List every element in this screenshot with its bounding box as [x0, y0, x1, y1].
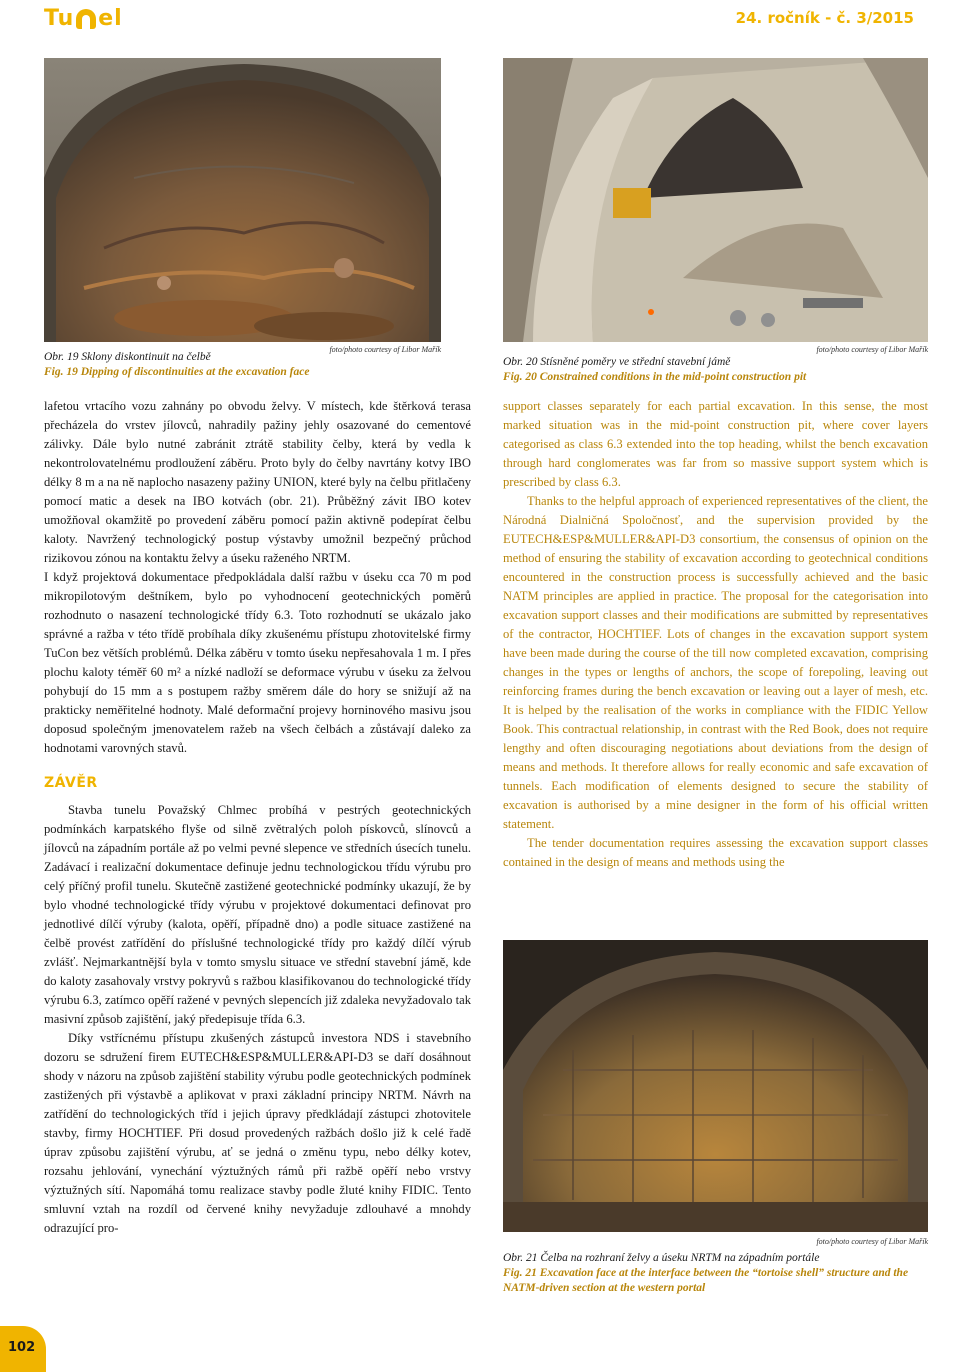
logo-n-icon	[76, 9, 96, 29]
figure-19-credit: foto/photo courtesy of Libor Mařík	[329, 345, 441, 354]
figure-21-caption	[503, 1251, 928, 1296]
right-paragraph-3: The tender documentation requires assessing the excavation support classes contained in the design of means and methods using the	[503, 836, 928, 869]
figure-20-caption	[503, 355, 928, 385]
page-header	[0, 0, 960, 36]
figure-20-caption-cz: Obr. 20 Stísněné poměry ve střední stavební jámě	[503, 356, 731, 368]
figure-21-caption-cz: Obr. 21 Čelba na rozhraní želvy a úseku NRTM na západním portále	[503, 1252, 820, 1264]
left-paragraph-1: lafetou vrtacího vozu zahnány po obvodu želvy. V místech, kde štěrková terasa přecházela do vrstev jílovců, nahradily pažiny jehly osazované do cementové zálivky. Dále bylo nutné zabránit ztrátě stability čelby, která by vedla k nekontrolovatelnému prodloužení záběru. Proto byly do čelby navrtány kotvy IBO délky 8 m a na ně naplocho nasazeny pažiny UNION, které byly na čelbu přitlačeny pomocí matic a desek na IBO kotvách (obr. 21). Průběžný závit IBO kotev umožňoval okamžitě po provedení záběru pomocí pažin aktivně podepírat čelbu kaloty. Navržený technologický postup výstavby umožnil bezpečný průchod rizikovou zónou na kontaktu želvy a úseku raženého NRTM.	[44, 399, 471, 565]
issue-number: 24. ročník - č. 3/2015	[735, 9, 914, 27]
right-paragraph-1: support classes separately for each partial excavation. In this sense, the most marked situation was in the mid-point construction pit, where cover layers categorised as class 6.3 extended into the top heading, whilst the bench excavation through hard conglomerates was far from so massive support system which is prescribed by class 6.3.	[503, 399, 928, 489]
figure-19-caption	[44, 350, 344, 380]
right-paragraph-2: Thanks to the helpful approach of experienced representatives of the client, the Národná Dialničná Spoločnosť, and the supervision provided by the EUTECH&ESP&MULLER&API-D3 consortium, the consensus of opinion on the method of ensuring the stability of excavation according to geotechnical conditions encountered in the construction process is successfully achieved and the basic NATM principles are applied in practice. The proposal for the categorisation into excavation support classes and their modifications are submitted by representatives of the contractor, HOCHTIEF. Lots of changes in the excavation support system have been made during the course of the till now completed excavation, comprising changes in the types or lengths of anchors, the scope of forepoling, leaving out reinforcing frames during the bench excavation or leaving out a layer of mesh, etc. It is helped by the realisation of the works in compliance with the FIDIC Yellow Book. This contractual relationship, in contrast with the Red Book, does not require lengthy and often discouraging negotiations about deviations from the design of means and methods. It therefore allows for really economic and safe excavation of tunnels. Each modification of elements designed to secure the stability of excavation is authorised by a mine designer in the form of his official written statement.	[503, 494, 928, 831]
figure-19-caption-cz: Obr. 19 Sklony diskontinuit na čelbě	[44, 351, 211, 363]
figure-20-caption-en: Fig. 20 Constrained conditions in the mid-point construction pit	[503, 371, 807, 383]
figure-21-caption-en: Fig. 21 Excavation face at the interface between the “tortoise shell” structure and the NATM-driven section at the western portal	[503, 1267, 909, 1294]
logo-text-el: el	[98, 6, 123, 31]
figure-20-photo	[503, 58, 928, 342]
figure-20-credit: foto/photo courtesy of Libor Mařík	[816, 345, 928, 354]
left-paragraph-4: Díky vstřícnému přístupu zkušených zástupců investora NDS i stavebního dozoru se sdružení firem EUTECH&ESP&MULLER&API-D3 se daří dosáhnout shody v názoru na způsob zajištění stability výrubu podle geotechnických podmínek zastižených při výstavbě a aplikovat v praxi základní principy NRTM. Návrh na zatřídění do technologických tříd i jejich úpravy předkládají zástupci zhotovitele stavby, firmy HOCHTIEF. Při dosud provedených ražbách došlo již k celé řadě úprav způsobu zajištění výrubu, ať se jedná o změnu typu, nebo délky kotev, rozsahu jehlování, vynechání výztužných rámů při ražbě opěří nebo vrstvy výztužných sítí. Napomáhá tomu realizace stavby podle žluté knihy FIDIC. Tento smluvní vztah na rozdíl od červené knihy nevyžaduje zdlouhavé a mnohdy odrazující pro-	[44, 1031, 471, 1235]
figure-21-photo	[503, 940, 928, 1232]
figure-19-photo	[44, 58, 441, 342]
logo-text-tu: Tu	[44, 6, 75, 31]
page-number: 102	[8, 1340, 36, 1355]
page-number-tab	[0, 1326, 46, 1372]
figure-19-caption-en: Fig. 19 Dipping of discontinuities at the excavation face	[44, 366, 310, 378]
left-paragraph-2: I když projektová dokumentace předpokládala další ražbu v úseku cca 70 m pod mikropilotovým deštníkem, bylo po vyhodnocení geotechnických poměrů rozhodnuto o nasazení technologické třídy 6.3. Toto rozhodnutí se ukázalo jako správné a ražba v této třídě probíhala díky zkušenému přístupu zhotovitelské firmy TuCon bez větších problémů. Délka záběru v tomto úseku nepřesahovala 1 m. I přes plochu kaloty téměř 60 m² a nízké nadloží se deformace výrubu v úseku za želvou pohybují do 15 mm a s postupem ražby směrem dále do hory se snižují až na prakticky neměřitelné hodnoty. Malé deformační projevy horninového masivu jsou doposud společným jmenovatelem ražeb na všech čelbách a zůstávají daleko za hodnotami varovných stavů.	[44, 570, 471, 755]
section-heading-zaver: ZÁVĚR	[44, 775, 98, 791]
left-paragraph-3: Stavba tunelu Považský Chlmec probíhá v pestrých geotechnických podmínkách karpatského flyše od silně zvětralých poloh pískovců, slínovců a jílovců na západním portále až po velmi pevné slepence ve středních úsecích tunelu. Zadávací i realizační dokumentace definuje jednu technologickou třídu výrubu pro celý příčný profil tunelu. Skutečně zastižené geotechnické podmínky ukazují, že by bylo vhodné technologické třídy výrubu v projektové dokumentaci definovat pro jednotlivé dílčí výruby (kalota, opěří, případně dno) a podle situace zastižené na čelbě provést zatřídění do příslušné technologické třídy pro každý dílčí výrub zvlášť. Nejmarkantnější byla v tomto smyslu situace ve střední stavební jámě, kde do kaloty zasahovaly vrstvy pokryvů s ražbou klasifikovanou do technologické třídy výrubu 6.3, zatímco opěří ražené v pevných slepencích již zdaleka nevyžadovalo tak masivní způsob zajištění, jaký předepisuje třída 6.3.	[44, 803, 471, 1026]
tunel-logo	[44, 6, 123, 30]
left-column	[44, 397, 471, 1238]
right-column	[503, 397, 928, 872]
figure-21-credit: foto/photo courtesy of Libor Mařík	[816, 1237, 928, 1246]
